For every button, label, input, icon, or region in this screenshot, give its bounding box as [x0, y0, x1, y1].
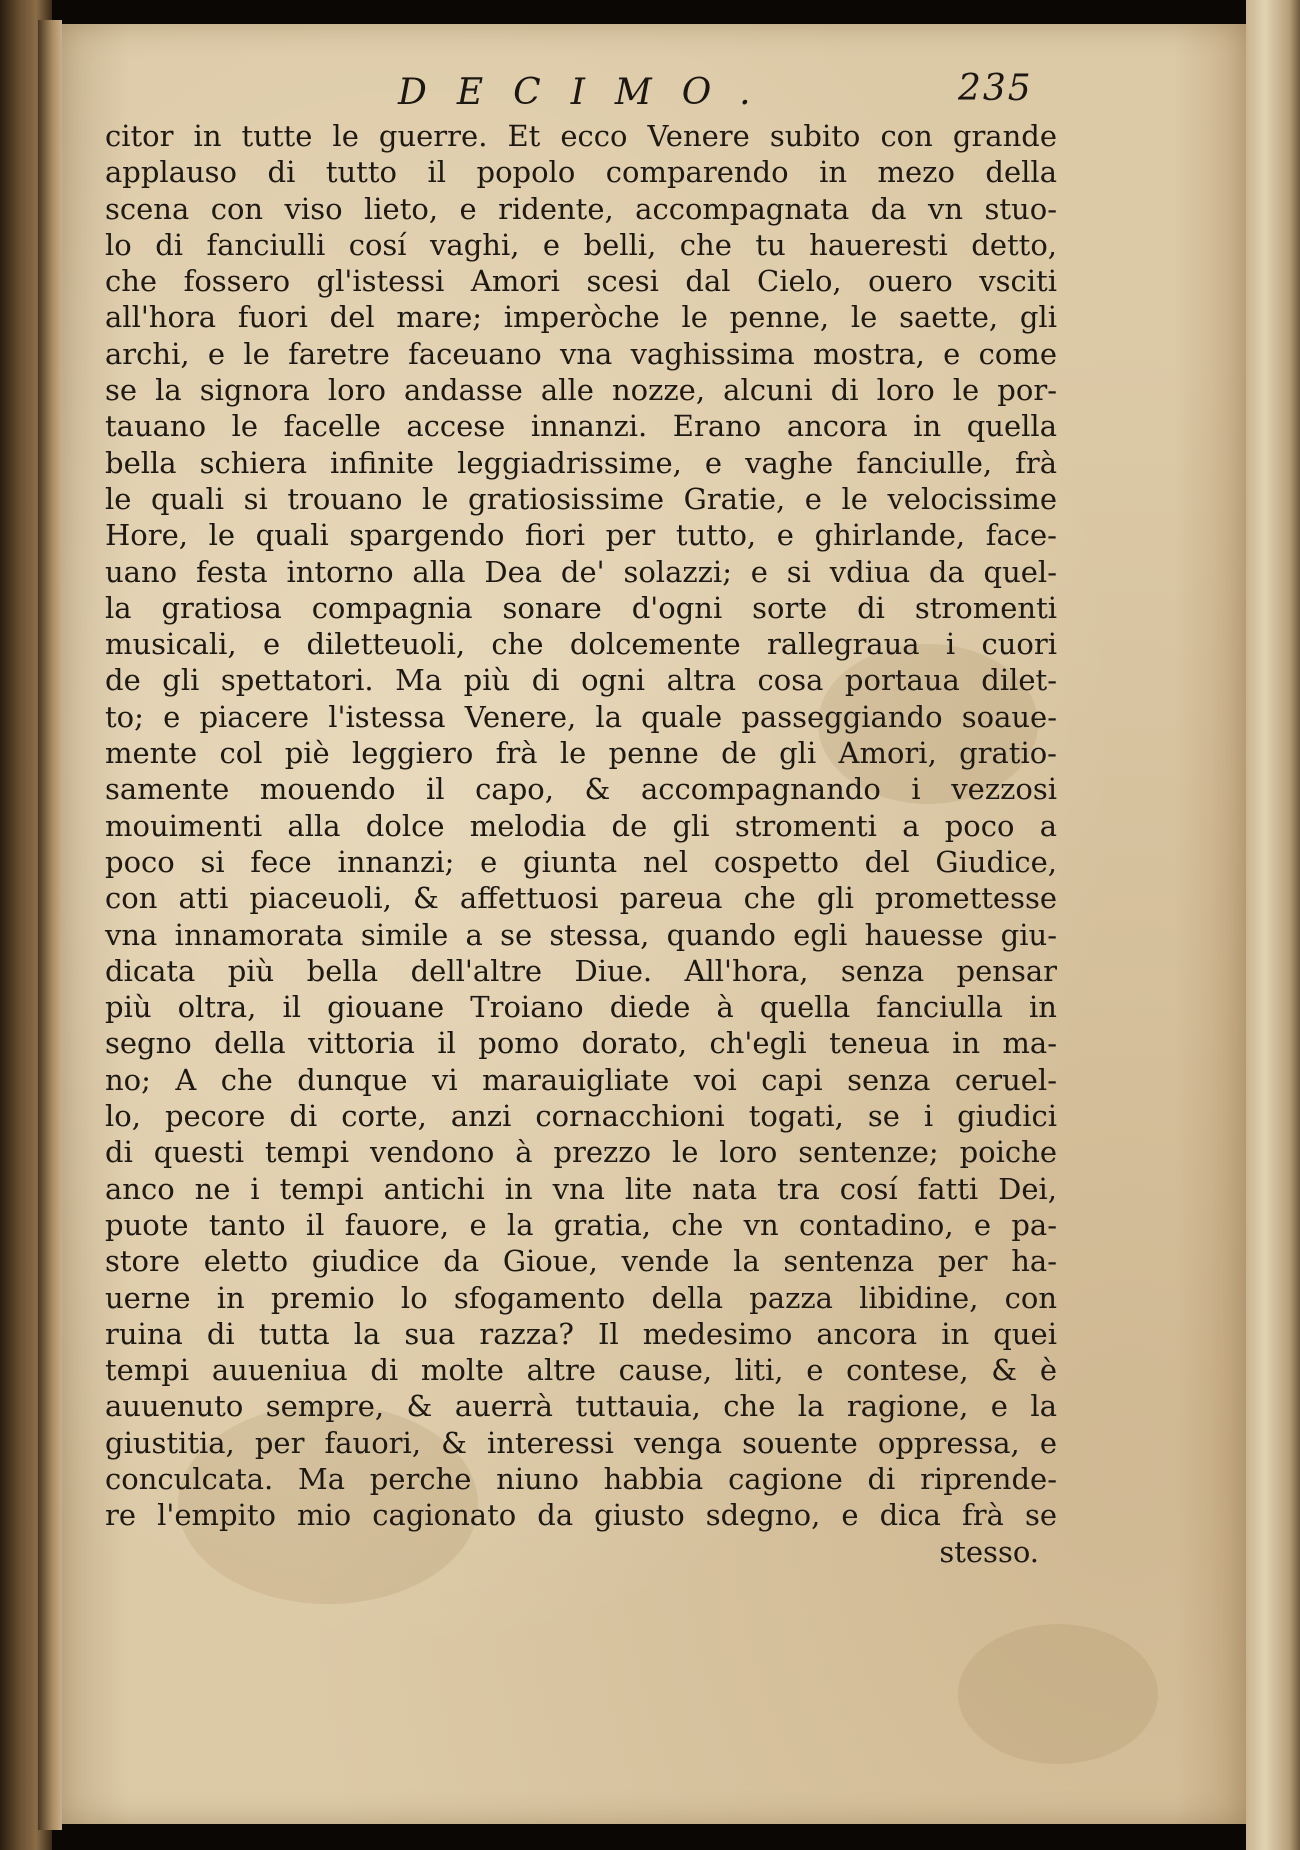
body-text — [105, 118, 1057, 1570]
paper-stain — [958, 1624, 1158, 1764]
text-line: segno della vittoria il pomo dorato, ch'egli teneua in ma- — [105, 1026, 1057, 1061]
text-line: bella schiera infinite leggiadrissime, e vaghe fanciulle, frà — [105, 445, 1057, 480]
text-line: la gratiosa compagnia sonare d'ogni sorte di stromenti — [105, 590, 1057, 625]
text-line: tauano le facelle accese innanzi. Erano ancora in quella — [105, 409, 1057, 444]
text-line: più oltra, il giouane Troiano diede à quella fanciulla in — [105, 990, 1057, 1025]
text-line: citor in tutte le guerre. Et ecco Venere subito con grande — [105, 119, 1057, 153]
text-line: vna innamorata simile a se stessa, quando egli hauesse giu- — [105, 917, 1057, 952]
text-line: lo, pecore di corte, anzi cornacchioni togati, se i giudici — [105, 1099, 1057, 1134]
text-line: anco ne i tempi antichi in vna lite nata tra cosí fatti Dei, — [105, 1171, 1057, 1206]
text-line: all'hora fuori del mare; imperòche le penne, le saette, gli — [105, 300, 1057, 335]
binding-gutter — [38, 20, 62, 1830]
text-line: no; A che dunque vi marauigliate voi capi senza ceruel- — [105, 1062, 1057, 1097]
text-line-catchword: stesso. — [939, 1534, 1039, 1569]
text-line: uano festa intorno alla Dea de' solazzi; e si vdiua da quel- — [105, 554, 1057, 589]
text-line: musicali, e diletteuoli, che dolcemente rallegraua i cuori — [105, 627, 1057, 662]
text-line: scena con viso lieto, e ridente, accompagnata da vn stuo- — [105, 191, 1057, 226]
text-line: Hore, le quali spargendo fiori per tutto, e ghirlande, face- — [105, 518, 1057, 553]
text-line: samente mouendo il capo, & accompagnando i vezzosi — [105, 772, 1057, 807]
page-number: 235 — [958, 68, 1033, 109]
text-line: poco si fece innanzi; e giunta nel cospetto del Giudice, — [105, 844, 1057, 879]
text-line: con atti piaceuoli, & affettuosi pareua che gli promettesse — [105, 881, 1057, 916]
running-head: DECIMO. — [398, 72, 781, 113]
text-line: tempi auueniua di molte altre cause, liti, e contese, & è — [105, 1353, 1057, 1388]
text-line: mente col piè leggiero frà le penne de gli Amori, gratio- — [105, 736, 1057, 771]
text-line: se la signora loro andasse alle nozze, alcuni di loro le por- — [105, 373, 1057, 408]
text-line: store eletto giudice da Gioue, vende la sentenza per ha- — [105, 1244, 1057, 1279]
text-line: che fossero gl'istessi Amori scesi dal Cielo, ouero vsciti — [105, 264, 1057, 299]
text-line: puote tanto il fauore, e la gratia, che vn contadino, e pa- — [105, 1207, 1057, 1242]
text-line: ruina di tutta la sua razza? Il medesimo ancora in quei — [105, 1316, 1057, 1351]
text-line: giustitia, per fauori, & interessi venga souente oppressa, e — [105, 1425, 1057, 1460]
text-line: dicata più bella dell'altre Diue. All'hora, senza pensar — [105, 953, 1057, 988]
text-line: to; e piacere l'istessa Venere, la quale passeggiando soaue- — [105, 699, 1057, 734]
text-line: di questi tempi vendono à prezzo le loro sentenze; poiche — [105, 1135, 1057, 1170]
page-right-edge — [1246, 0, 1300, 1850]
text-line: conculcata. Ma perche niuno habbia cagione di riprende- — [105, 1461, 1057, 1496]
text-line: applauso di tutto il popolo comparendo in mezo della — [105, 155, 1057, 190]
text-line: le quali si trouano le gratiosissime Gratie, e le velocissime — [105, 481, 1057, 516]
text-line: de gli spettatori. Ma più di ogni altra cosa portaua dilet- — [105, 663, 1057, 698]
text-line: uerne in premio lo sfogamento della pazza libidine, con — [105, 1280, 1057, 1315]
text-line: re l'empito mio cagionato da giusto sdegno, e dica frà se — [105, 1498, 1057, 1533]
text-line: lo di fanciulli cosí vaghi, e belli, che tu haueresti detto, — [105, 227, 1057, 262]
text-line: archi, e le faretre faceuano vna vaghissima mostra, e come — [105, 336, 1057, 371]
text-line: auuenuto sempre, & auerrà tuttauia, che la ragione, e la — [105, 1389, 1057, 1424]
text-line: mouimenti alla dolce melodia de gli stromenti a poco a — [105, 808, 1057, 843]
